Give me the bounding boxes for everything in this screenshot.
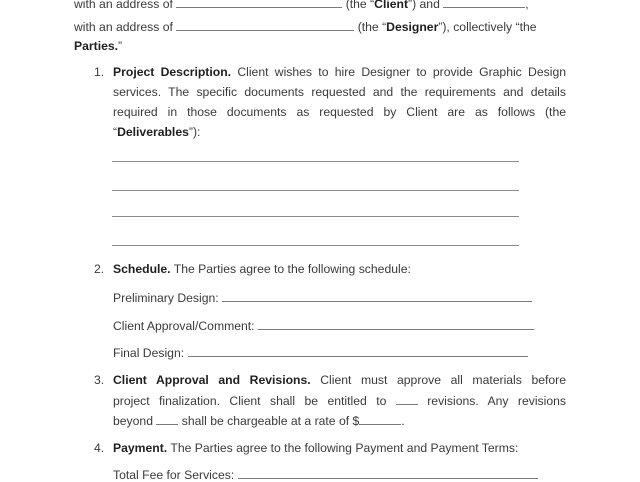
section-4-line-1: Payment. The Parties agree to the following Payment and Payment Terms: (113, 441, 519, 455)
field-label: Preliminary Design: (113, 291, 219, 305)
section-3-line-3: beyond shall be chargeable at a rate of $ . (113, 414, 405, 428)
section-1-line-2: services. The specific documents requested and the requirements and details (113, 85, 566, 99)
rate-blank[interactable] (359, 413, 401, 425)
revisions-count-blank[interactable] (396, 393, 418, 405)
total-fee-blank[interactable] (238, 467, 538, 479)
preliminary-design-blank[interactable] (222, 290, 532, 302)
intro-line-2: with an address of (the “Designer”), collectively “the (74, 20, 537, 34)
client-role: Client (374, 0, 409, 11)
field-label: Total Fee for Services: (113, 468, 235, 482)
section-heading: Client Approval and Revisions. (113, 373, 311, 387)
field-label: Client Approval/Comment: (113, 319, 255, 333)
section-1-line-1: Project Description. Client wishes to hire Designer to provide Graphic Design (113, 65, 566, 79)
designer-role: Designer (386, 20, 439, 34)
deliverables-blank-line[interactable] (112, 190, 519, 191)
client-approval-blank[interactable] (258, 318, 534, 330)
section-1-line-3: required in those documents as requested by Client are as follows (the (113, 105, 566, 119)
section-number: 3. (94, 373, 105, 387)
section-heading: Schedule. (113, 262, 171, 276)
deliverables-term: Deliverables (117, 125, 189, 139)
revisions-limit-blank[interactable] (156, 413, 178, 425)
schedule-field (113, 318, 534, 333)
intro-line-1: with an address of (the “Client”) and , (74, 0, 529, 11)
section-2-line-1: Schedule. The Parties agree to the following schedule: (113, 262, 411, 276)
section-heading: Payment. (113, 441, 168, 455)
schedule-field (113, 290, 532, 305)
section-number: 1. (94, 65, 105, 79)
section-number: 2. (94, 262, 105, 276)
section-3-line-2: project finalization. Client shall be entitled to revisions. Any revisions (113, 394, 566, 408)
client-address-blank[interactable] (176, 0, 342, 8)
designer-name-blank[interactable] (443, 0, 525, 8)
final-design-blank[interactable] (188, 345, 528, 357)
designer-address-blank[interactable] (176, 19, 354, 31)
schedule-field (113, 345, 528, 360)
deliverables-blank-line[interactable] (112, 161, 519, 162)
intro-line-3: Parties.” (74, 39, 123, 53)
deliverables-blank-line[interactable] (112, 245, 519, 246)
section-number: 4. (94, 441, 105, 455)
field-label: Final Design: (113, 346, 185, 360)
section-3-line-1: Client Approval and Revisions. Client must approve all materials before (113, 373, 567, 387)
section-heading: Project Description. (113, 65, 232, 79)
intro-address-label: with an address of (74, 0, 173, 11)
section-1-line-4: “Deliverables”): (113, 125, 201, 139)
deliverables-blank-line[interactable] (112, 216, 519, 217)
parties-term: Parties. (74, 39, 119, 53)
